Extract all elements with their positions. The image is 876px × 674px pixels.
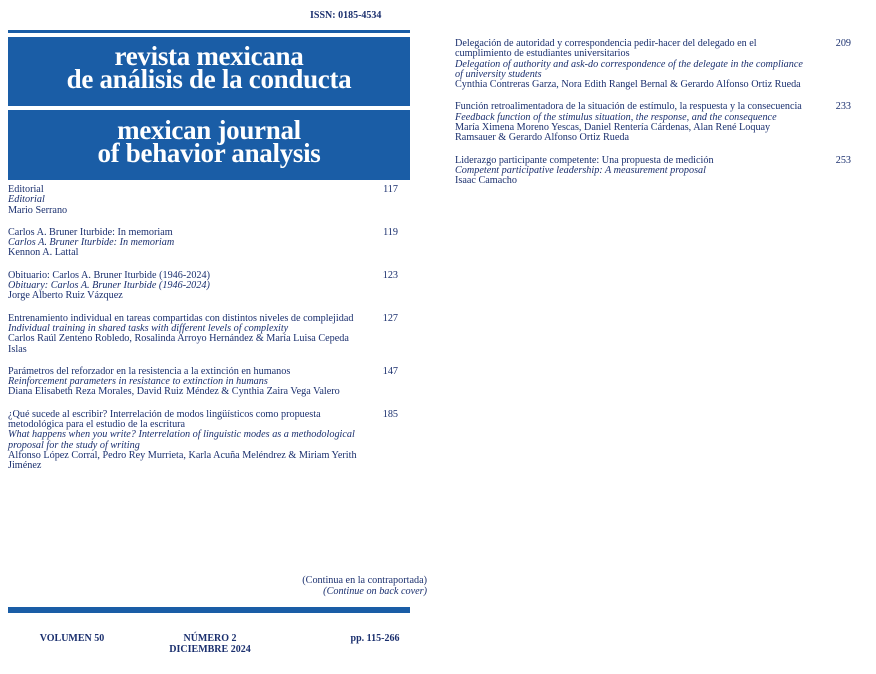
entry-authors: Jorge Alberto Ruiz Vázquez [8,290,123,302]
entry-title-en: Obituary: Carlos A. Bruner Iturbide (1946-2024) [8,280,210,292]
masthead-es-line2: de análisis de la conducta [66,64,352,94]
masthead-en-line1: mexican journal [117,115,301,145]
entry-page: 147 [382,365,398,377]
toc-entry[interactable] [8,228,410,259]
number-label: NÚMERO 2 [183,633,237,644]
continue-note [8,575,427,597]
toc-entry[interactable] [8,367,410,398]
entry-authors: Isaac Camacho [455,175,517,187]
number-date-block [160,633,260,655]
masthead-spanish [8,37,410,106]
entry-authors: Kennon A. Lattal [8,247,79,259]
toc-entry[interactable] [8,410,410,472]
masthead-en-line2: of behavior analysis [97,138,321,168]
continue-en: (Continue on back cover) [323,586,427,597]
entry-title: Función retroalimentadora de la situación de estímulo, la respuesta y la consecuencia [455,101,802,113]
toc-entry[interactable] [455,39,865,90]
entry-title-en: Feedback function of the stimulus situation, the response, and the consequence [455,111,777,123]
contents-right-column [455,39,865,199]
entry-page: 123 [382,269,398,281]
entry-page: 185 [382,408,398,420]
contents-left-column [8,185,410,484]
toc-entry[interactable] [8,314,410,355]
issn-label: ISSN: 0185-4534 [310,10,382,21]
entry-authors: Mario Serrano [8,204,68,216]
entry-title-en: What happens when you write? Interrelation of linguistic modes as a methodological proposal for the study of writing [8,429,355,451]
entry-page: 233 [835,101,851,113]
entry-title: Obituario: Carlos A. Bruner Iturbide (1946-2024) [8,269,211,281]
entry-title: Editorial [8,184,44,195]
entry-page: 119 [383,226,398,238]
toc-entry[interactable] [8,271,410,302]
bottom-rule [8,607,410,613]
entry-title: Delegación de autoridad y correspondencia pedir-hacer del delegado en el cumplimiento de estudiantes universitarios [455,38,757,60]
entry-authors: María Ximena Moreno Yescas, Daniel Rentería Cárdenas, Alan René Loquay Ramsauer & Gerardo Alfonso Ortiz Rueda [455,122,771,144]
entry-authors: Alfonso López Corral, Pedro Rey Murrieta, Karla Acuña Meléndrez & Miriam Yerith Jiménez [8,449,357,472]
entry-title: Liderazgo participante competente: Una propuesta de medición [455,154,714,166]
entry-title-en: Reinforcement parameters in resistance to extinction in humans [8,376,268,388]
volume-label: VOLUMEN 50 [39,633,105,644]
entry-authors: Carlos Raúl Zenteno Robledo, Rosalinda Arroyo Hernández & María Luisa Cepeda Islas [8,333,349,355]
date-label: DICIEMBRE 2024 [169,644,251,655]
entry-authors: Diana Elisabeth Reza Morales, David Ruiz Méndez & Cynthia Zaira Vega Valero [8,386,340,398]
top-rule [8,30,410,33]
toc-entry[interactable] [8,185,410,216]
toc-entry[interactable] [455,156,865,187]
masthead-es-line1: revista mexicana [114,41,304,71]
continue-es: (Continua en la contraportada) [302,575,427,586]
masthead-english [8,110,410,180]
pages-label: pp. 115-266 [350,633,400,644]
toc-entry[interactable] [455,102,865,143]
entry-title-en: Editorial [8,194,45,206]
entry-title-en: Competent participative leadership: A measurement proposal [455,164,706,176]
entry-title: Entrenamiento individual en tareas compartidas con distintos niveles de complejidad [8,312,354,324]
entry-title-en: Delegation of authority and ask-do correspondence of the delegate in the compliance of university students [455,58,803,80]
entry-page: 127 [382,312,398,324]
entry-title-en: Carlos A. Bruner Iturbide: In memoriam [8,237,175,249]
entry-page: 117 [383,184,398,195]
entry-page: 253 [835,154,851,166]
entry-page: 209 [835,38,851,49]
entry-title-en: Individual training in shared tasks with different levels of complexity [8,322,289,334]
entry-title: ¿Qué sucede al escribir? Interrelación de modos lingüísticos como propuesta metodológica para el estudio de la escritura [8,408,321,431]
entry-title: Carlos A. Bruner Iturbide: In memoriam [8,226,173,238]
entry-authors: Cynthia Contreras Garza, Nora Edith Rangel Bernal & Gerardo Alfonso Ortiz Rueda [455,79,801,91]
entry-title: Parámetros del reforzador en la resistencia a la extinción en humanos [8,365,291,377]
